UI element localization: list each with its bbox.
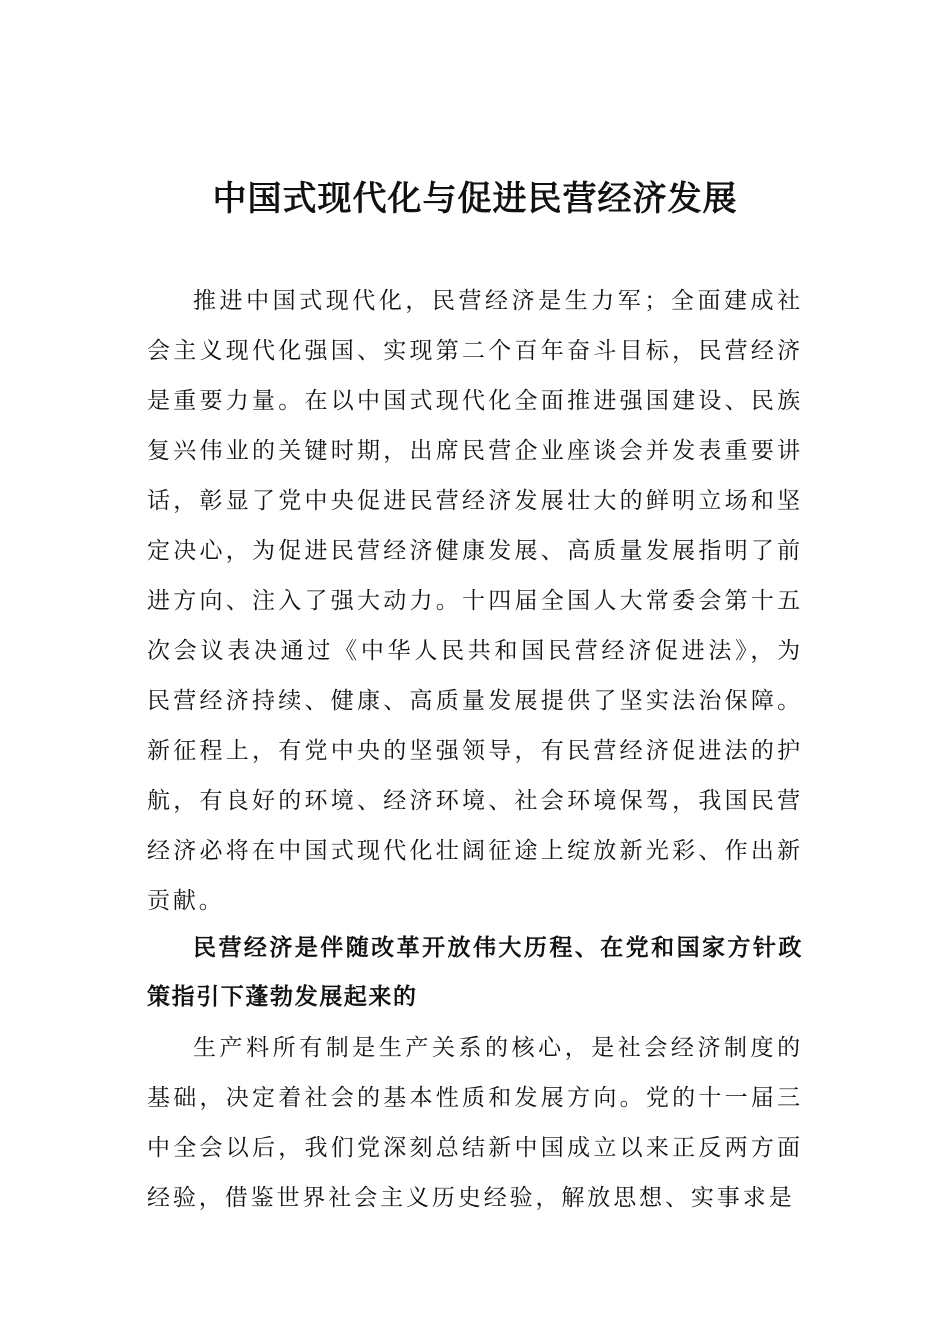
document-title: 中国式现代化与促进民营经济发展 bbox=[212, 179, 738, 219]
section-body bbox=[147, 1023, 803, 1223]
paragraph-intro: 推进中国式现代化，民营经济是生力军；全面建成社会主义现代化强国、实现第二个百年奋斗目标，民营经济是重要力量。在以中国式现代化全面推进强国建设、民族复兴伟业的关键时期，出席民营企业座谈会并发表重要讲话，彰显了党中央促进民营经济发展壮大的鲜明立场和坚定决心，为促进民营经济健康发展、高质量发展指明了前进方向、注入了强大动力。十四届全国人大常委会第十五次会议表决通过《中华人民共和国民营经济促进法》，为民营经济持续、健康、高质量发展提供了坚实法治保障。新征程上，有党中央的坚强领导，有民营经济促进法的护航，有良好的环境、经济环境、社会环境保驾，我国民营经济必将在中国式现代化壮阔征途上绽放新光彩、作出新贡献。 bbox=[147, 288, 803, 914]
paragraph-section-1: 生产料所有制是生产关系的核心，是社会经济制度的基础，决定着社会的基本性质和发展方向。党的十一届三中全会以后，我们党深刻总结新中国成立以来正反两方面经验，借鉴世界社会主义历史经验，解放思想、实事求是 bbox=[147, 1035, 803, 1211]
section-heading: 民营经济是伴随改革开放伟大历程、在党和国家方针政策指引下蓬勃发展起来的 bbox=[147, 935, 803, 1010]
intro-section bbox=[147, 276, 803, 926]
